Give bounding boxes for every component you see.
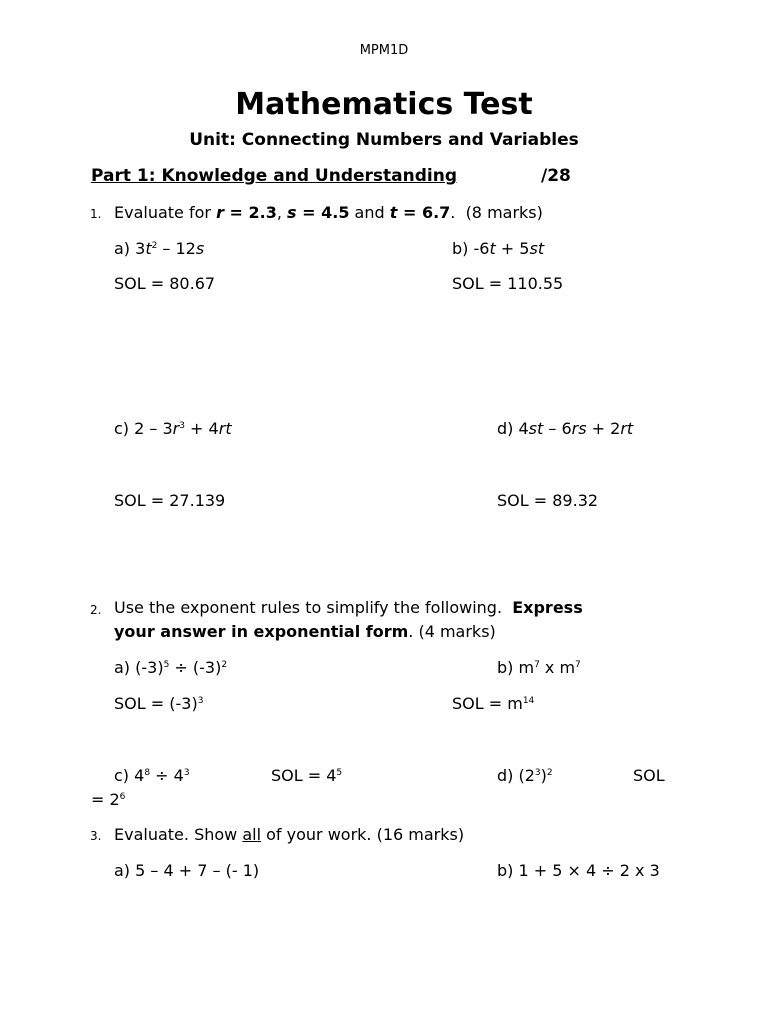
- part1-marks: /28: [541, 166, 571, 186]
- q1d-solution: SOL = 89.32: [497, 491, 599, 510]
- q1-t-var: t: [389, 203, 398, 222]
- q2d-solution-value: = $2^6$: [91, 790, 126, 809]
- q1-intro: Evaluate for: [114, 203, 211, 222]
- q1-marks: (8 marks): [465, 203, 543, 222]
- question-2-prompt-line2: your answer in exponential form. (4 marks): [114, 622, 496, 641]
- q1-r-val: = 2.3: [223, 203, 277, 222]
- q2d-solution-label: SOL: [633, 766, 665, 785]
- q1a-expression: a) $3t^2 - 12s$: [114, 239, 205, 258]
- question-1-number: 1.: [90, 207, 102, 221]
- q3a-expression: a) 5 – 4 + 7 – (- 1): [114, 861, 260, 880]
- q1b-expression: b) -6t + 5st: [452, 239, 545, 258]
- q1d-expression: d) 4st – 6rs + 2rt: [497, 419, 634, 438]
- q2b-expression: b) $m^7$ x $m^7$: [497, 658, 581, 677]
- q2a-expression: a) $(-3)^5 \div (-3)^2$: [114, 658, 228, 677]
- q1-period: .: [450, 203, 456, 222]
- q3b-expression: b) 1 + 5 × 4 ÷ 2 x 3: [497, 861, 660, 880]
- q1c-expression: c) $2 - 3r^3 + 4rt$: [114, 419, 232, 438]
- q1-r-var: r: [216, 203, 224, 222]
- question-3-number: 3.: [90, 829, 102, 843]
- question-2-prompt-line1: Use the exponent rules to simplify the following. Express: [114, 598, 583, 617]
- q1-s-val: = 4.5: [296, 203, 350, 222]
- q1-comma: ,: [276, 203, 282, 222]
- question-1-prompt: [114, 204, 543, 222]
- q1a-solution: SOL = 80.67: [114, 274, 216, 293]
- q1b-solution: SOL = 110.55: [452, 274, 564, 293]
- q1-t-val: = 6.7: [397, 203, 451, 222]
- q1-and: and: [349, 203, 390, 222]
- q2c-expression: c) $4^8 \div 4^3$: [114, 766, 190, 785]
- q1c-solution: SOL = 27.139: [114, 491, 226, 510]
- q1-s-var: s: [287, 203, 297, 222]
- q2d-expression: d) $(2^3)^2$: [497, 766, 553, 785]
- question-3-prompt: Evaluate. Show all of your work. (16 marks): [114, 825, 465, 844]
- q2a-solution: SOL = $(-3)^3$: [114, 694, 204, 713]
- q2c-solution: SOL = $4^5$: [271, 766, 343, 785]
- part1-heading: Part 1: Knowledge and Understanding: [91, 166, 457, 186]
- course-code: MPM1D: [359, 43, 409, 58]
- q2b-solution: SOL = $m^{14}$: [452, 694, 535, 713]
- question-2-number: 2.: [90, 603, 102, 617]
- test-title: Mathematics Test: [235, 87, 533, 122]
- unit-subtitle: Unit: Connecting Numbers and Variables: [189, 130, 579, 150]
